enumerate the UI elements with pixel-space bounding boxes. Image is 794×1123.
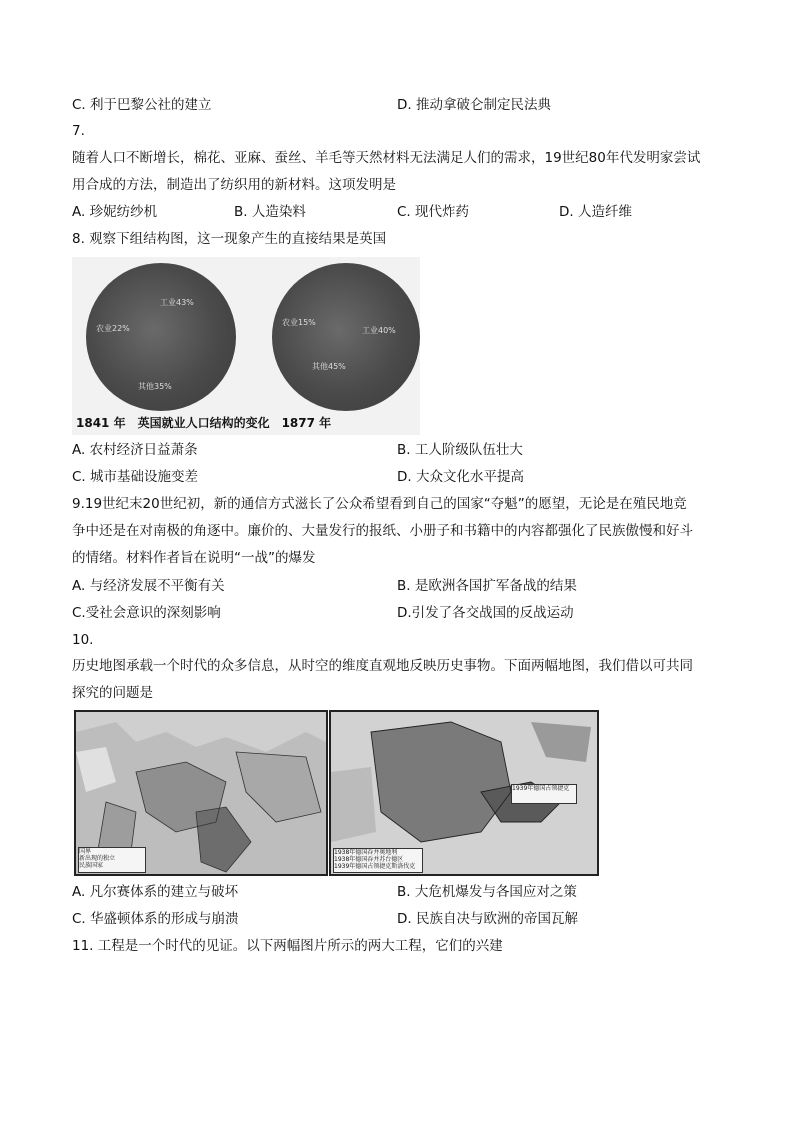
q7-option-c: C. 现代炸药 bbox=[397, 204, 470, 220]
map1-legend-item-states: 民族国家 bbox=[79, 862, 104, 869]
employment-structure-figure bbox=[72, 257, 420, 435]
pie-1841-label-other: 其他35% bbox=[138, 382, 172, 391]
pie-chart-1877 bbox=[272, 263, 420, 411]
pie-1877-label-other: 其他45% bbox=[312, 362, 346, 371]
q9-stem-line1: 9.19世纪末20世纪初，新的通信方式滋长了公众希望看到自己的国家“夺魁”的愿望，无论是在殖民地竞 bbox=[72, 496, 687, 512]
map1-legend-item-new: 新出现的独立 bbox=[79, 855, 116, 862]
q10-option-a: A. 凡尔赛体系的建立与破坏 bbox=[72, 884, 239, 900]
pie-1877-label-industry: 工业40% bbox=[362, 326, 396, 335]
q7-stem-line2: 用合成的方法，制造出了纺织用的新材料。这项发明是 bbox=[72, 177, 396, 193]
q8-stem: 8. 观察下组结构图，这一现象产生的直接结果是英国 bbox=[72, 231, 387, 247]
figure-caption: 1841 年 英国就业人口结构的变化 1877 年 bbox=[76, 416, 332, 430]
map1-legend bbox=[78, 847, 146, 873]
map2-box-text: 1939年德国占领捷克 bbox=[512, 785, 570, 792]
q9-option-a: A. 与经济发展不平衡有关 bbox=[72, 578, 225, 594]
map2-legend-item-3: 1939年德国占领捷克斯洛伐克 bbox=[334, 863, 416, 870]
q10-option-b: B. 大危机爆发与各国应对之策 bbox=[397, 884, 577, 900]
q10-option-d: D. 民族自决与欧洲的帝国瓦解 bbox=[397, 911, 578, 927]
q9-stem-line3: 的情绪。材料作者旨在说明“一战”的爆发 bbox=[72, 550, 316, 566]
q6-option-c: C. 利于巴黎公社的建立 bbox=[72, 97, 212, 113]
q7-option-b: B. 人造染料 bbox=[234, 204, 306, 220]
map2-legend-item-2: 1938年德国吞并苏台德区 bbox=[334, 856, 404, 863]
q10-option-c: C. 华盛顿体系的形成与崩溃 bbox=[72, 911, 239, 927]
q8-option-d: D. 大众文化水平提高 bbox=[397, 469, 524, 485]
q10-stem-line1: 历史地图承载一个时代的众多信息，从时空的维度直观地反映历史事物。下面两幅地图，我们借以可共同 bbox=[72, 658, 693, 674]
map1-legend-item-border: 国界 bbox=[79, 848, 92, 855]
q7-option-a: A. 珍妮纺纱机 bbox=[72, 204, 158, 220]
q10-stem-line2: 探究的问题是 bbox=[72, 685, 153, 701]
q8-option-b: B. 工人阶级队伍壮大 bbox=[397, 442, 523, 458]
q9-option-b: B. 是欧洲各国扩军备战的结果 bbox=[397, 578, 577, 594]
map-german-expansion bbox=[329, 710, 599, 876]
q9-option-d: D.引发了各交战国的反战运动 bbox=[397, 605, 574, 621]
map2-legend-item-1: 1938年德国吞并奥地利 bbox=[334, 849, 398, 856]
q8-option-c: C. 城市基础设施变差 bbox=[72, 469, 199, 485]
map-europe-after-ww1 bbox=[74, 710, 328, 876]
q10-number: 10. bbox=[72, 632, 94, 648]
map2-legend bbox=[333, 848, 423, 873]
q8-option-a: A. 农村经济日益萧条 bbox=[72, 442, 198, 458]
pie-1877-label-agriculture: 农业15% bbox=[282, 318, 316, 327]
q6-option-d: D. 推动拿破仑制定民法典 bbox=[397, 97, 551, 113]
q7-stem-line1: 随着人口不断增长，棉花、亚麻、蚕丝、羊毛等天然材料无法满足人们的需求，19世纪80年代发明家尝试 bbox=[72, 150, 701, 166]
pie-1841-label-industry: 工业43% bbox=[160, 298, 194, 307]
q7-number: 7. bbox=[72, 123, 85, 139]
q11-stem: 11. 工程是一个时代的见证。以下两幅图片所示的两大工程，它们的兴建 bbox=[72, 938, 503, 954]
pie-1841-label-agriculture: 农业22% bbox=[96, 324, 130, 333]
q7-option-d: D. 人造纤维 bbox=[559, 204, 632, 220]
q9-stem-line2: 争中还是在对南极的角逐中。廉价的、大量发行的报纸、小册子和书籍中的内容都强化了民族傲慢和好斗 bbox=[72, 523, 693, 539]
map2-box-label bbox=[511, 784, 577, 804]
q9-option-c: C.受社会意识的深刻影响 bbox=[72, 605, 221, 621]
pie-chart-1841 bbox=[86, 263, 236, 411]
